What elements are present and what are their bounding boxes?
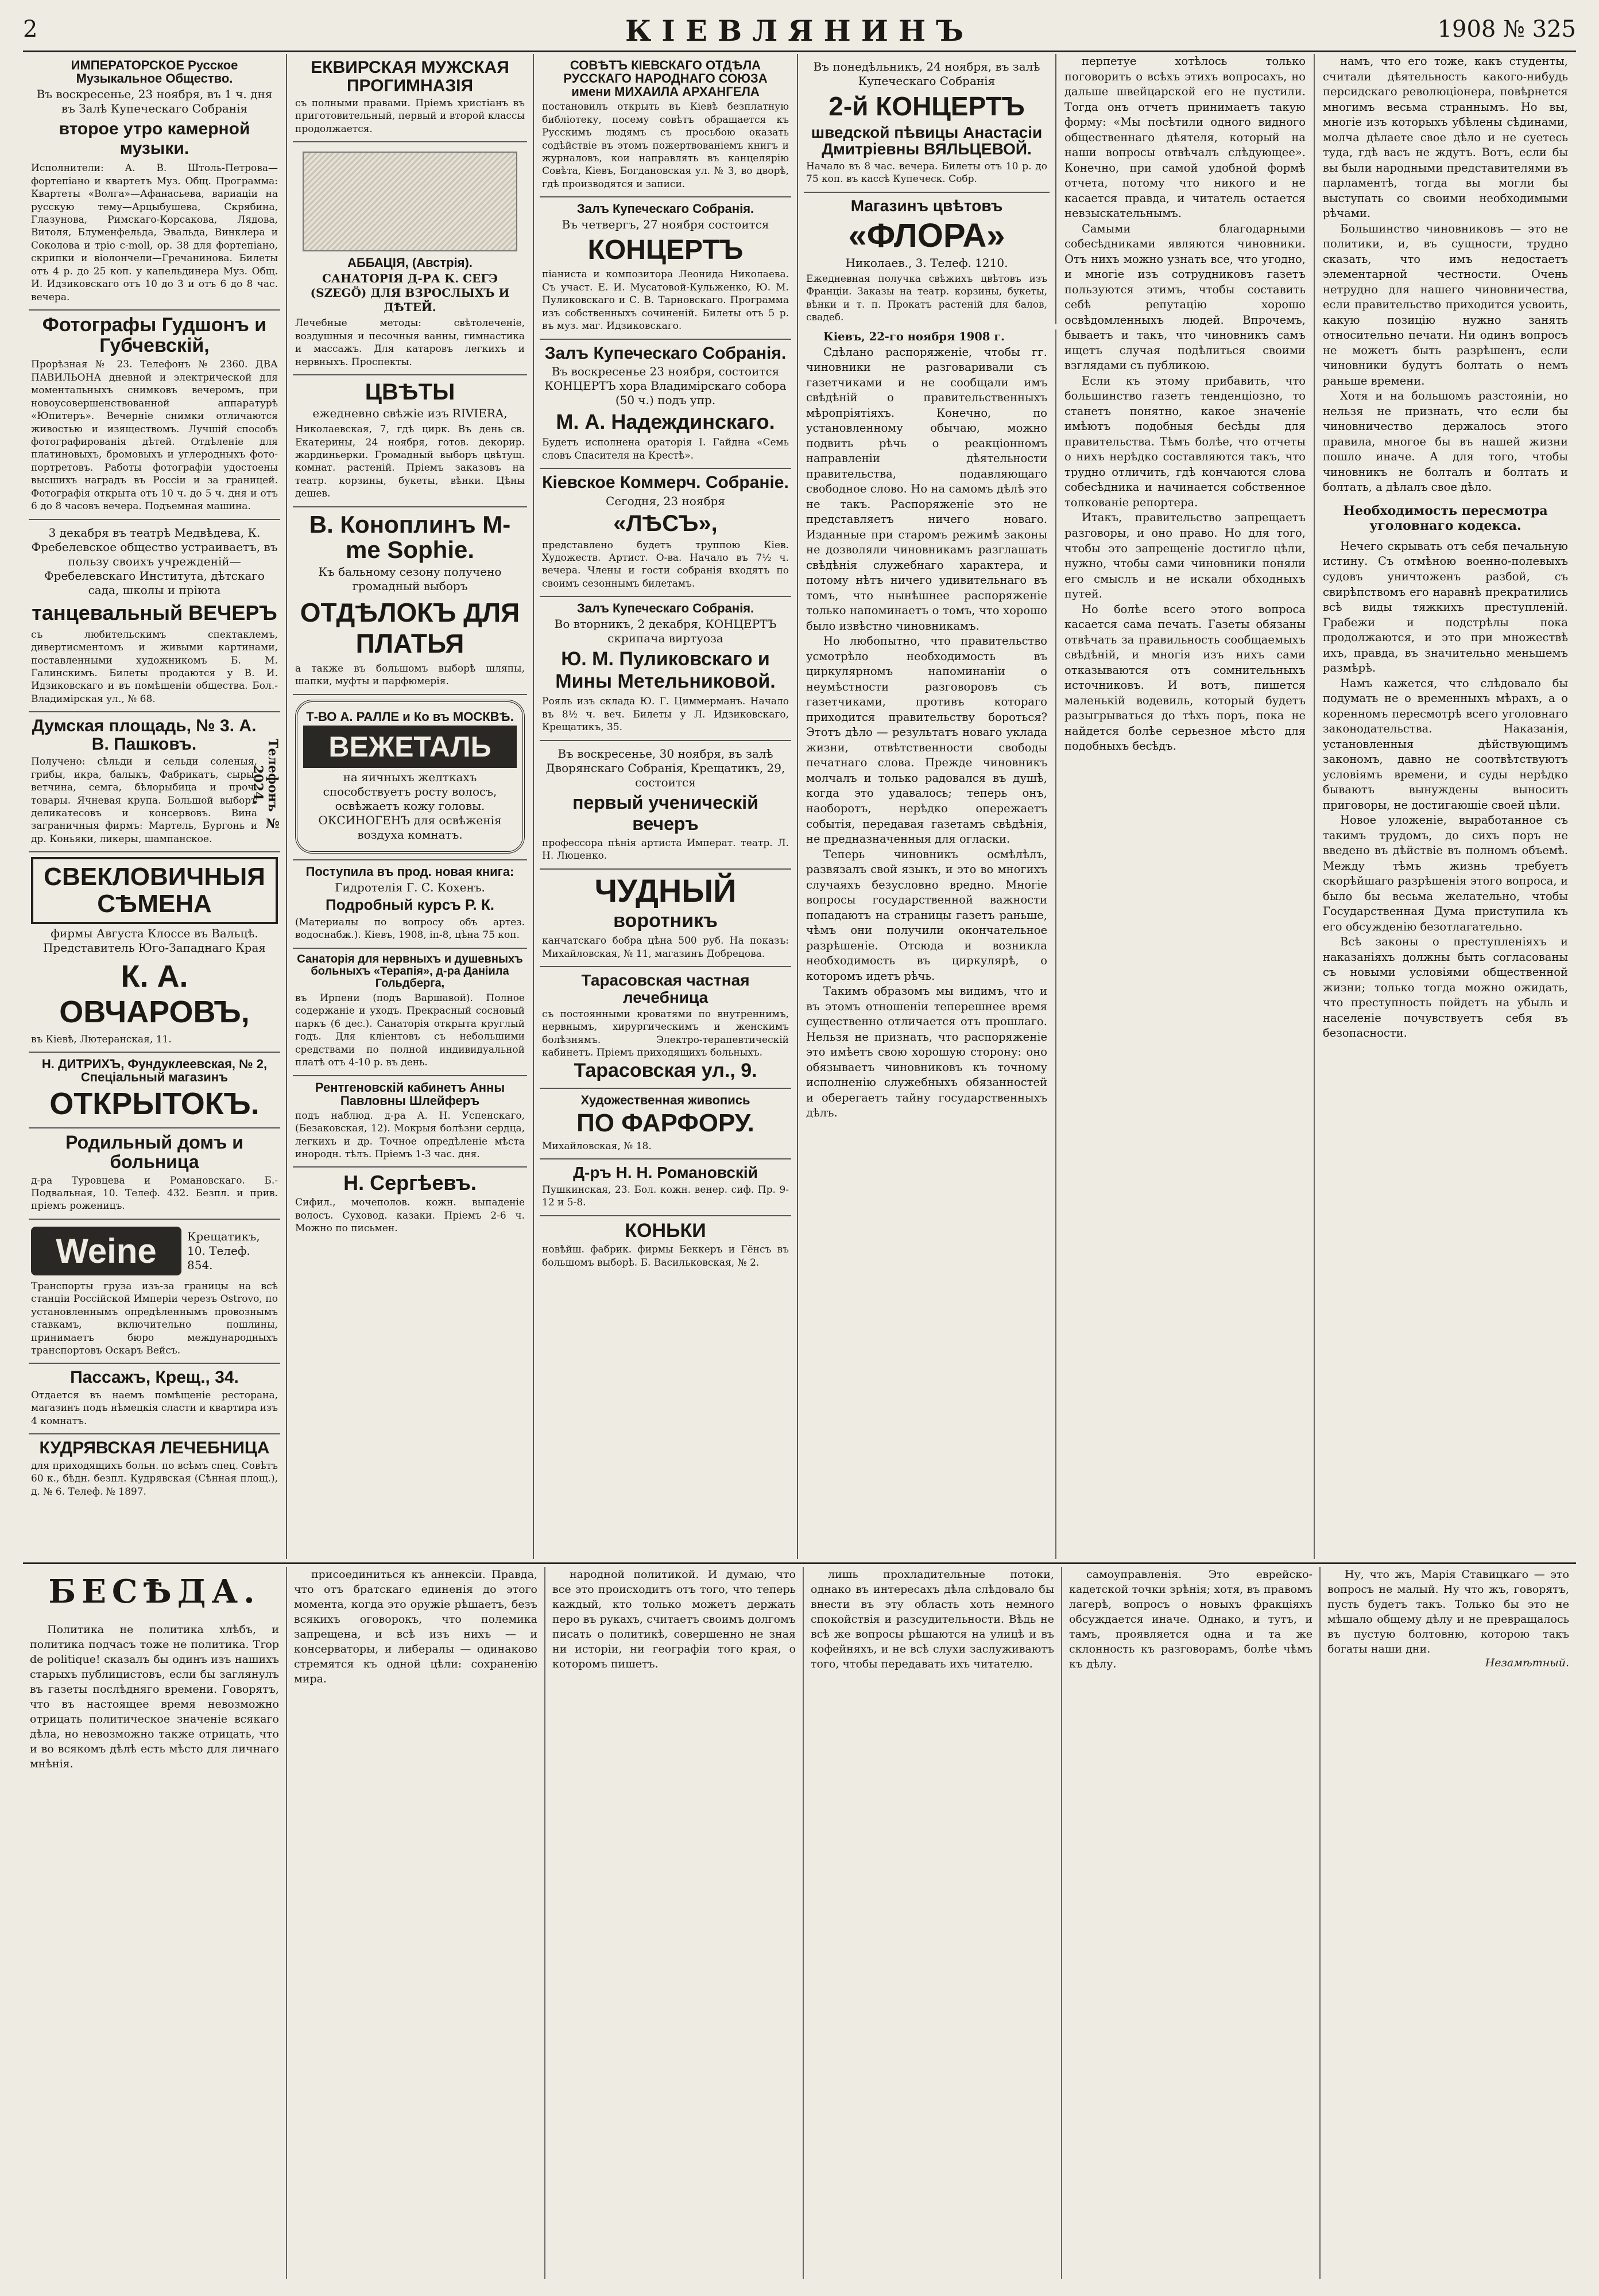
ad-heading: Рентгеновскій кабинетъ Анны Павловны Шлейферъ: [315, 1080, 505, 1108]
article-paragraph: Сдѣлано распоряженіе, чтобы гг. чиновники не разговаривали съ газетчиками и не сообщали имъ свѣдѣній о правительственныхъ мѣропріятіяхъ. Конечно, по установленному обычаю, можно подвить рѣчь о реакціонномъ направленіи дѣятельности правительства, подавляющаго свободное слово. Но на самомъ дѣлѣ это не такъ. Распоряженіе это не представляетъ ничего новаго. Изданные при старомъ режимѣ законы не дозволяли чиновникамъ разглашать свѣдѣнія служебнаго характера, и потому нѣтъ ничего удивительнаго въ томъ, что нынѣшнее распоряженіе только напоминаетъ о томъ, что хорошо было извѣстно чиновникамъ.: [806, 345, 1047, 633]
ad-heading: Санаторія для нервныхъ и душевныхъ больныхъ «Терапія», д-ра Даніила Гольдберга,: [297, 952, 523, 990]
ad-passage: [29, 1364, 280, 1434]
ad-body: Будетъ исполнена ораторія І. Гайдна «Семь словъ Спасителя на Крестѣ».: [542, 437, 789, 461]
ad-heading: Залъ Купеческаго Собранія.: [576, 601, 754, 616]
ad-body: Пушкинская, 23. Бол. кожн. венер. сиф. Пр. 9-12 и 5-8.: [542, 1184, 789, 1209]
ad-body: постановилъ открыть въ Кіевѣ безплатную библіотеку, посему совѣтъ обращается къ Русскимъ людямъ съ просьбою оказать содѣйствіе въ этомъ пожертвованіемъ книгъ и журналовъ, кои направлять въ канцелярію Совѣта, Кіевъ, Богдановская ул. № 3, во дворѣ, гдѣ производятся и записи.: [542, 101, 789, 190]
article-column-1: [798, 329, 1056, 1559]
ad-heading: Пассажъ, Крещ., 34.: [70, 1368, 239, 1387]
ad-heading: Фотографы Гудшонъ и Губчевскій,: [42, 314, 267, 356]
ad-body: съ полными правами. Пріемъ христіанъ въ приготовительный, первый и второй классы продолжается.: [295, 98, 525, 135]
ad-headline: Ю. М. Пуликовскаго и Мины Метельниковой.: [555, 648, 776, 693]
ad-body: Прорѣзная № 23. Телефонъ № 2360. ДВА ПАВИЛЬОНА дневной и электрической для моментальныхъ снимковъ вечеромъ, при новоусовершенствованной аппаратурѣ «Юпитеръ». Вечерніе снимки отличаются живостью и изяществомъ. Лучшій способъ фотографированія дѣтей. Отдѣленіе для платиновыхъ, бромовыхъ и углеродныхъ фото-портретовъ. Работы фотографіи удостоены высшихъ наградъ въ Россіи и за границей. Фотографія открыта отъ 10 ч. до 5 ч. дня и отъ 6 до 8 часовъ вечера. Подъемная машина.: [31, 359, 278, 513]
ad-body: подъ наблюд. д-ра А. Н. Успенскаго, (Безаковская, 12). Мокрыя болѣзни сердца, легкихъ и др. Точное опредѣленіе мѣста инородн. тѣлъ. Пріемъ 1-3 час. дня.: [295, 1110, 525, 1161]
ad-body: канчатскаго бобра цѣна 500 руб. На показъ: Михайловская, № 11, магазинъ Добрецова.: [542, 935, 789, 960]
ads-column-4: [798, 54, 1056, 324]
ad-heading: В. Коноплинъ M-me Sophie.: [309, 510, 511, 563]
ad-heading: Залъ Купеческаго Собранія.: [576, 201, 754, 216]
ad-subtext: ежедневно свѣжіе изъ RIVIERA,: [312, 406, 508, 421]
ad-subtext: САНАТОРІЯ Д-РА К. СЕГЭ (SZEGÖ) ДЛЯ ВЗРОСЛЫХЪ И ДѢТЕЙ.: [310, 272, 510, 315]
feuilleton-title: БЕСѢДА.: [48, 1573, 261, 1611]
ad-body: въ Кіевѣ, Лютеранская, 11.: [31, 1033, 172, 1045]
ad-body: Отдается въ наемъ помѣщеніе ресторана, магазинъ подъ нѣмецкія сласти и квартира изъ 4 комнатъ.: [31, 1389, 278, 1427]
ad-vyaltseva-concert: [804, 54, 1050, 193]
ad-subtext: 3 декабря въ театрѣ Медвѣдева, К. Фребелевское общество устраиваетъ, въ пользу своихъ учрежденій—Фребелевскаго Института, дѣтскаго сада, школы и пріюта: [31, 525, 278, 597]
feuilleton-paragraph: самоуправленія. Это еврейско-кадетской точки зрѣнія; хотя, въ правомъ лагерѣ, вопросъ о новыхъ фракціяхъ обсуждается иначе. Однако, и тутъ, и тамъ, проявляется одна и та же склонность къ разговорамъ, болѣе чѣмъ къ дѣлу.: [1069, 1568, 1313, 1671]
ad-body: а также въ большомъ выборѣ шляпы, шапки, муфты и парфюмерія.: [295, 662, 525, 688]
ad-concert-nikolaev: [540, 197, 791, 339]
ad-headline: Подробный курсъ Р. К.: [326, 896, 494, 914]
article-paragraph: Хотя и на большомъ разстояніи, но нельзя не признать, что если бы чиновничество держалось этого правила, многое бы въ нашей жизни пошло иначе. А для того, чтобы чиновникъ не болталъ и болтать и болтать, а дѣлалъ свое дѣло.: [1323, 389, 1568, 494]
ad-heading: Н. Сергѣевъ.: [343, 1171, 477, 1195]
article-paragraph: намъ, что его тоже, какъ студенты, считали дѣятельность какого-нибудь персидскаго революціонера, повѣрнется многимъ весьма страннымъ. Но вы, многіе изъ которыхъ убѣлены сѣдинами, молча дѣлаете свое дѣло и не суетесь туда, гдѣ васъ не ждутъ. Вотъ, если бы вы были народными представителями въ парламентѣ, тогда вы могли бы выступать со своими необходимыми рѣчами.: [1323, 55, 1568, 220]
ad-subtext: Гидротелія Г. С. Кохенъ.: [335, 881, 485, 895]
ad-heading: Тарасовская частная лечебница: [581, 971, 750, 1006]
ad-body: Получено: сѣльди и сельди соленыя, грибы, икра, балыкъ, Фабрикатъ, сыры, ветчина, семга, бѣлорыбица и проч. товары. Ячневая крупа. Большой выборъ деликатесовъ и консервовъ. Вина заграничныя фирмъ: Мартель, Бургонь и др. Коньяки, ликеры, шампанское.: [31, 756, 257, 845]
feuilleton-paragraph: народной политикой. И думаю, что все это происходитъ отъ того, что теперь каждый, кто только можетъ держать перо въ рукахъ, считаетъ своимъ долгомъ писать о политикѣ, совершенно не зная ни исторіи, ни географіи того края, о которомъ пишетъ.: [552, 1568, 796, 1671]
feuilleton-column-3: [545, 1567, 804, 2279]
ad-heading: Т-ВО А. РАЛЛЕ и Ко въ МОСКВѢ.: [306, 709, 514, 724]
sanatorium-illustration: [303, 152, 517, 251]
ad-heading: Родильный домъ и больница: [65, 1132, 243, 1172]
ad-maternity-home: [29, 1128, 280, 1220]
ad-subtext: Въ четвергъ, 27 ноября состоится: [562, 218, 769, 232]
article-paragraph: Такимъ образомъ мы видимъ, что и въ этомъ отношеніи теперешнее время существенно отличается отъ прошлаго. Нельзя не признать, что распоряженіе это имѣетъ свою хорошую сторону: оно обязываетъ чиновниковъ къ точному исполненію служебныхъ обязанностей и оберегаетъ тайну государственныхъ дѣлъ.: [806, 984, 1047, 1120]
issue-number: 1908 № 325: [1437, 16, 1576, 42]
ad-headline: второе утро камерной музыки.: [59, 119, 250, 158]
ad-flowers-riviera: [293, 375, 527, 507]
feuilleton-column-2: [287, 1567, 545, 2279]
ad-body: съ любительскимъ спектаклемъ, дивертисментомъ и живыми картинами, поставленными художникомъ Б. М. Галинскимъ. Билеты продаются у В. И. Идзиковскаго и въ помѣщеніи общества. Бол.-Владимірская ул., № 68.: [31, 629, 278, 705]
article-column-3: [1315, 54, 1576, 1559]
section-heading: Необходимость пересмотра уголовнаго кодекса.: [1343, 503, 1548, 533]
ad-heading: ЕКВИРСКАЯ МУЖСКАЯ ПРОГИМНАЗІЯ: [311, 58, 509, 95]
ad-headline: ПО ФАРФОРУ.: [576, 1108, 754, 1137]
ad-headline: ОТДѢЛОКЪ ДЛЯ ПЛАТЬЯ: [300, 597, 520, 658]
ad-body: Лечебные методы: свѣтолеченіе, воздушныя и песочныя ванны, гимнастика и массажъ. Для катаровъ легкихъ и нервныхъ. Проспекты.: [295, 317, 525, 368]
article-paragraph: Намъ кажется, что слѣдовало бы подумать не о временныхъ мѣрахъ, а о коренномъ пересмотрѣ всего уголовнаго законодательства. Наказанія, установленныя дѣйствующимъ закономъ, давно не соотвѣтствуютъ условіямъ времени, и суды нерѣдко бываютъ вынуждены выносить приговоры, не достигающіе своей цѣли.: [1323, 676, 1568, 812]
ad-kudryavskaya-clinic: [29, 1434, 280, 1504]
ad-headline: «ФЛОРА»: [848, 217, 1005, 255]
ad-subtext: фирмы Августа Клоссе въ Вальцѣ. Представитель Юго-Западнаго Края: [42, 926, 266, 955]
ad-new-book: [293, 860, 527, 949]
ad-subtext: Въ воскресенье, 30 ноября, въ залѣ Дворянскаго Собранія, Крещатикъ, 29, состоится: [545, 746, 785, 789]
ad-headline: воротникъ: [613, 910, 718, 932]
ad-heading: Поступила въ прод. новая книга:: [305, 864, 514, 879]
feuilleton-column-6: [1321, 1567, 1576, 2279]
ad-skates: [540, 1216, 791, 1275]
ad-konoplin: [293, 507, 527, 695]
article-paragraph: Теперь чиновникъ осмѣлѣлъ, развязалъ свой языкъ, и это во многихъ случаяхъ безусловно вредно. Многіе вопросы государственной важности попадаютъ на страницы газетъ раньше, чѣмъ они получили окончательное разрѣшеніе. Отсюда и возникла необходимость въ циркулярѣ, о которомъ идетъ рѣчь.: [806, 847, 1047, 983]
ad-subtext: Къ бальному сезону получено громадный выборъ: [318, 564, 502, 593]
ad-xray-cabinet: [293, 1076, 527, 1168]
ad-student-evening: [540, 741, 791, 870]
ad-body: съ постоянными кроватями по внутреннимъ, нервнымъ, хирургическимъ и женскимъ болѣзнямъ. Электро-терапевтическій кабинетъ. Пріемъ приходящихъ больныхъ.: [542, 1008, 789, 1059]
ad-body: въ Ирпени (подъ Варшавой). Полное содержаніе и уходъ. Прекрасный сосновый паркъ (6 дес.). Санаторія открыта круглый годъ. Для кліентовъ съ небольшими средствами по полной индивидуальной платѣ отъ 4-10 р. въ день.: [295, 992, 525, 1069]
ad-headline: КОНЦЕРТЪ: [587, 235, 744, 266]
ad-subtext: Въ понедѣльникъ, 24 ноября, въ залѣ Купеческаго Собранія: [813, 60, 1040, 88]
ad-heading: Н. ДИТРИХЪ, Фундуклеевская, № 2, Спеціальный магазинъ: [41, 1057, 268, 1085]
feuilleton-signature: Незамѣтный.: [1485, 1657, 1569, 1670]
ad-headline: ОТКРЫТОКЪ.: [49, 1087, 260, 1122]
ad-body: представлено будетъ труппою Кіев. Художеств. Артист. О-ва. Начало въ 7½ ч. вечера. Члены и гости собранія входятъ по своимъ сезоннымъ билетамъ.: [542, 539, 789, 589]
article-paragraph: Большинство чиновниковъ — это не политики, и, въ сущности, трудно сказать, что имъ недостаетъ элементарной честности. Очень нетрудно для нашего чиновничества, если правительство приходится усвоить, какую позицію нужно занять относительно печати. Ни одинъ вопросъ не можетъ быть разрѣшенъ, если чиновники будутъ болтать о немъ раньше времени.: [1323, 222, 1568, 387]
ad-body: Сифил., мочеполов. кожн. выпаденіе волосъ. Суховод. казаки. Пріемъ 2-6 ч. Можно по письмен.: [295, 1197, 525, 1235]
ad-abbazia-sanatorium: [293, 142, 527, 375]
ad-body: Исполнители: А. В. Штоль-Петрова—фортепіано и квартетъ Муз. Общ. Программа: Квартеты «Волга»—Афанасьева, вариаціи на русскую тему—Арцыбушева, Скрябина, Глазунова, Римскаго-Корсакова, Лядова, Витоля, Блуменфельда, Эвальда, Винклера и Соколова и трio с-moll, ор. 38 для фортепіано, скрипки и віолончели—Гречанинова. Билеты отъ 4 р. до 25 коп. у капельдинера Муз. Общ. И. Идзиковскаго отъ 10 до 3 и отъ 6 до 8 час. вечера.: [31, 162, 278, 303]
ad-subtext: Сегодня, 23 ноября: [606, 494, 725, 508]
ad-postcards: [29, 1053, 280, 1128]
ad-subtext: на яичныхъ желткахъ способствуетъ росту волосъ, освѣжаетъ кожу головы. ОКСИНОГЕНЪ для освѣженія воздуха комнатъ.: [318, 770, 502, 841]
ad-subtext: Въ воскресенье, 23 ноября, въ 1 ч. дня въ Залѣ Купеческаго Собранія: [36, 87, 273, 116]
ads-column-1: [23, 54, 287, 1559]
feuilleton-paragraph: Ну, что жъ, Марія Ставицкаго — это вопросъ не малый. Ну что жъ, говорятъ, пусть будетъ такъ. Только бы это не мѣшало общему дѣлу и не превращалось въ пустую болтовню, которою такъ богаты наши дни.: [1327, 1568, 1569, 1656]
ad-headline: ВЕЖЕТАЛЬ: [303, 726, 517, 768]
ad-tarasovskaya-clinic: [540, 967, 791, 1089]
ad-heading: АББАЦІЯ, (Австрія).: [347, 255, 473, 270]
article-paragraph: Но болѣе всего этого вопроса касается сама печать. Газеты обязаны отвѣчать за правильность сообщаемыхъ свѣдѣній, и многія изъ нихъ сами отказываются отъ сомнительныхъ источниковъ. И вотъ, пишется маленькій водевиль, который будетъ разыгрываться до тѣхъ поръ, пока не найдется болѣе серьезное мѣсто для подобныхъ бесѣдъ.: [1064, 602, 1306, 753]
masthead: [23, 14, 1576, 48]
article-column-2: [1056, 54, 1315, 1559]
ad-headline: М. А. Надеждинскаго.: [556, 410, 775, 434]
feuilleton-rule: [23, 1562, 1576, 1564]
ad-body: піаниста и композитора Леонида Николаева. Съ участ. Е. И. Мусатовой-Кульженко, Ю. М. Пуликовскаго и С. В. Тарновскаго. Программа изъ собственныхъ сочиненій. Билеты отъ 5 р. въ муз. маг. Идзиковскаго.: [542, 269, 789, 332]
ad-concert-pulikovsky: [540, 597, 791, 740]
ad-russian-union: [540, 54, 791, 197]
ad-headline: К. А. ОВЧАРОВЪ,: [59, 959, 250, 1029]
ad-heading: Художественная живопись: [580, 1092, 750, 1107]
ad-heading: СОВѢТЪ КІЕВСКАГО ОТДѢЛА РУССКАГО НАРОДНАГО СОЮЗА имени МИХАИЛА АРХАНГЕЛА: [563, 58, 768, 99]
page-number: 2: [23, 16, 38, 42]
feuilleton: [23, 1567, 1576, 2279]
feuilleton-column-4: [804, 1567, 1062, 2279]
ad-heading: ЧУДНЫЙ: [594, 872, 737, 909]
ad-headline: танцевальный ВЕЧЕРЪ: [32, 600, 277, 625]
ad-subtext: Въ воскресенье 23 ноября, состоится КОНЦЕРТЪ хора Владимірскаго собора (50 ч.) подъ упр.: [544, 364, 787, 408]
ad-romanovsky: [540, 1159, 791, 1216]
ad-heading: ИМПЕРАТОРСКОЕ Русское Музыкальное Общество.: [71, 58, 238, 86]
article-paragraph: Всѣ законы о преступленіяхъ и наказаніяхъ должны быть согласованы съ новыми условіями общественной жизни; только тогда можно ожидать, что преступность пойдетъ на убыль и населеніе почувствуетъ себя въ безопасности.: [1323, 935, 1568, 1040]
ad-body: Михайловская, № 18.: [542, 1140, 652, 1152]
ad-heading: ЦВѢТЫ: [365, 379, 455, 405]
ad-headline: первый ученическій вечеръ: [572, 792, 758, 834]
article-paragraph: Новое уложеніе, выработанное съ такимъ трудомъ, до сихъ поръ не введено въ дѣйствіе въ полномъ объемѣ. Между тѣмъ жизнь требуетъ скорѣйшаго разрѣшенія этого вопроса, и было бы весьма желательно, чтобы Государственная Дума приступила къ его обсужденію безотлагательно.: [1323, 813, 1568, 933]
ad-heading: КУДРЯВСКАЯ ЛЕЧЕБНИЦА: [39, 1438, 270, 1458]
ad-headline: «ЛѢСЪ»,: [613, 510, 718, 536]
article-paragraph: Нечего скрывать отъ себя печальную истину. Съ отмѣною военно-полевыхъ судовъ уничтоженъ разбой, съ свирѣпствомъ его наравнѣ прекратились всѣ виды тяжкихъ преступленій. Грабежи и подстрѣлы пока продолжаются, и это при множествѣ ихъ, правда, въ значительно меньшемъ размѣрѣ.: [1323, 539, 1568, 675]
ad-body: Рояль изъ склада Ю. Г. Циммерманъ. Начало въ 8½ ч. веч. Билеты у Л. Идзиковскаго, Крещатикъ, 35.: [542, 696, 789, 734]
ad-body: для приходящихъ больн. по всѣмъ спец. Совѣтъ 60 к., бѣдн. безпл. Кудрявская (Сѣнная площ.), д. № 6. Телеф. № 1897.: [31, 1460, 278, 1498]
ad-heading: Д-ръ Н. Н. Романовскій: [573, 1163, 758, 1182]
feuilleton-paragraph: присоединиться къ аннексіи. Правда, что отъ братскаго единенія до этого момента, когда это оружіе рѣшаетъ, безъ всякихъ оговорокъ, что полемика запрещена, и всѣ изъ нихъ — и консерваторы, и либералы — одинаково стремятся къ одной цѣли: сохраненію мира.: [294, 1568, 537, 1686]
article-paragraph: Если къ этому прибавить, что большинство газетъ тенденціозно, то станетъ понятно, какое значеніе имѣютъ подобныя бесѣды для правительства. Тѣмъ болѣе, что отчеты о нихъ нерѣдко составляются такъ, что трудно отличить, гдѣ кончаются слова собесѣдника и начинается собственное толкованіе репортера.: [1064, 374, 1306, 509]
ad-flora-shop: [804, 193, 1050, 324]
newspaper-title: КІЕВЛЯНИНЪ: [625, 14, 974, 48]
ad-body: Ежедневная получка свѣжихъ цвѣтовъ изъ Франціи. Заказы на театр. корзины, букеты, вѣнки и т. п. Прокатъ растеній для балов, свадеб.: [806, 273, 1047, 324]
ad-heading: Кіевское Коммерч. Собраніе.: [542, 473, 789, 492]
feuilleton-column-1: [23, 1567, 287, 2279]
ad-ralle-soap: [293, 695, 527, 860]
ad-side-phone: Телефонъ № 2024.: [250, 738, 280, 831]
article-paragraph: перпетуе хотѣлось только поговорить о всѣхъ этихъ вопросахъ, но дальше швейцарской его не пустили. Тогда онъ отчетъ принимаетъ такую форму: «Мы посѣтили одного видного общественнаго дѣятеля, который на наши вопросы отвѣчалъ слѣдующее». Конечно, при самой удобной формѣ отчета, потому что никого и не касается правда, и читатель остается невзыскательнымъ.: [1064, 55, 1306, 220]
ad-heading: Магазинъ цвѣтовъ: [850, 196, 1003, 215]
ads-column-3: [534, 54, 798, 1559]
ad-heading: СВЕКЛОВИЧНЫЯ СѢМЕНА: [31, 857, 278, 924]
ad-pashkov-shop: [29, 712, 280, 852]
ad-heading: Залъ Купеческаго Собранія.: [544, 343, 787, 363]
ad-dance-evening: [29, 520, 280, 713]
feuilleton-column-5: [1062, 1567, 1321, 2279]
feuilleton-paragraph: лишь прохладительные потоки, однако въ интересахъ дѣла слѣдовало бы внести въ эту область хоть немного спокойствія и разсудительности. Вѣдь не всѣ же вопросы рѣшаются на улицѣ и въ кофейняхъ, и не всѣ слухи заслуживаютъ того, чтобы передавать ихъ читателю.: [811, 1568, 1054, 1671]
feuilleton-paragraph: Политика не политика хлѣбъ, и политика подчасъ тоже не политика. Trop de politique! сказалъ бы одинъ изъ нашихъ старыхъ публицистовъ, если бы заглянулъ въ газеты послѣдняго времени. Говорятъ, что въ настоящее время невозможно отрицать политическое значеніе всякаго дѣла, но невозможно также отрицать, что и во всякомъ дѣлѣ есть мѣсто для личнаго мнѣнія.: [30, 1623, 279, 1771]
ad-weine: [29, 1220, 280, 1364]
ad-body: Транспорты груза изъ-за границы на всѣ станціи Россійской Имперіи черезъ Ostrovo, по установленнымъ опредѣленнымъ провознымъ ставкамъ, включительно пошлины, принимаетъ бюро международныхъ транспортовъ Оскаръ Вейсъ.: [31, 1280, 278, 1356]
article-dateline: Кіевъ, 22-го ноября 1908 г.: [823, 330, 1005, 343]
ads-column-2: [287, 54, 534, 1559]
ad-commercial-assembly: [540, 469, 791, 597]
ad-sergeev: [293, 1168, 527, 1240]
ad-subtext: Во вторникъ, 2 декабря, КОНЦЕРТЪ скрипача виртуоза: [554, 617, 777, 646]
ad-headline: Тарасовская ул., 9.: [574, 1059, 757, 1081]
ad-headline: Weine: [31, 1227, 181, 1275]
ad-concert-choir: [540, 340, 791, 469]
ad-beet-seeds: [29, 852, 280, 1053]
ad-subtext: Николаев., 3. Телеф. 1210.: [845, 256, 1008, 270]
ad-body: Начало въ 8 час. вечера. Билеты отъ 10 р. до 75 коп. въ кассѣ Купеческ. Собр.: [806, 160, 1047, 185]
ad-body: новѣйш. фабрик. фирмы Беккеръ и Гёнсъ въ большомъ выборѣ. Б. Васильковская, № 2.: [542, 1244, 789, 1269]
article-paragraph: Самыми благодарными собесѣдниками являются чиновники. Отъ нихъ можно узнать все, что угодно, и многіе изъ сотрудниковъ газетъ пользуются этимъ, чтобы составить себѣ репутацію хорошо освѣдомленныхъ людей. Впрочемъ, бываетъ и такъ, что чиновникъ самъ ищетъ случая подѣлиться своими взглядами съ публикою.: [1064, 222, 1306, 373]
ad-body: профессора пѣнія артиста Императ. театр. Л. Н. Люценко.: [542, 837, 789, 862]
ad-body: д-ра Туровцева и Романовскаго. Б.-Подвальная, 10. Телеф. 432. Безпл. и прив. пріемъ роженицъ.: [31, 1174, 278, 1212]
ad-music-society: [29, 54, 280, 311]
ad-photographers: [29, 311, 280, 520]
ad-subtext: Крещатикъ, 10. Телеф. 854.: [187, 1229, 260, 1272]
ad-body: Николаевская, 7, гдѣ цирк. Въ день св. Екатерины, 24 ноября, готов. декорир. жардиньерки. Громадный выборъ цвѣтущ. комнат. растеній. Пріемъ заказовъ на театр. корзины, букеты, вѣнки. Цѣны дешев.: [295, 424, 525, 500]
ad-heading: КОНЬКИ: [625, 1219, 706, 1242]
article-paragraph: Итакъ, правительство запрещаетъ разговоры, и оно право. Но для того, чтобы это запрещеніе достигло цѣли, нужно, чтобы сами чиновники поняли его смыслъ и не искали обходныхъ путей.: [1064, 511, 1306, 601]
header-rule: [23, 51, 1576, 52]
ad-heading: Думская площадь, № 3. А. В. Пашковъ.: [32, 716, 257, 754]
ad-headline: 2-й КОНЦЕРТЪ: [828, 91, 1025, 121]
article-paragraph: Но любопытно, что правительство усмотрѣло необходимость въ циркулярномъ напоминаніи о неумѣстности разговоровъ съ газетчиками, противъ котораго приходится правительству бороться? Этотъ дѣло — результатъ новаго уклада жизни, отвѣтственности свободы печатнаго слова. Прежде чиновникъ молчалъ и только радовался въ душѣ, когда это удавалось; теперь онъ, наоборотъ, нерѣдко опережаетъ событія, передавая газетамъ свѣдѣнія, не предназначенныя для огласки.: [806, 634, 1047, 846]
ad-therapy-sanatorium: [293, 949, 527, 1076]
ad-body: (Материалы по вопросу объ артез. водоснабж.). Кіевъ, 1908, іп-8, цѣна 75 коп.: [295, 917, 525, 941]
ad-beaver-collar: [540, 870, 791, 968]
ad-heading: шведской пѣвицы Анастасіи Дмитріевны ВЯЛЬЦЕВОЙ.: [811, 123, 1043, 158]
ad-progymnasium: [293, 54, 527, 142]
ad-porcelain-painting: [540, 1089, 791, 1160]
